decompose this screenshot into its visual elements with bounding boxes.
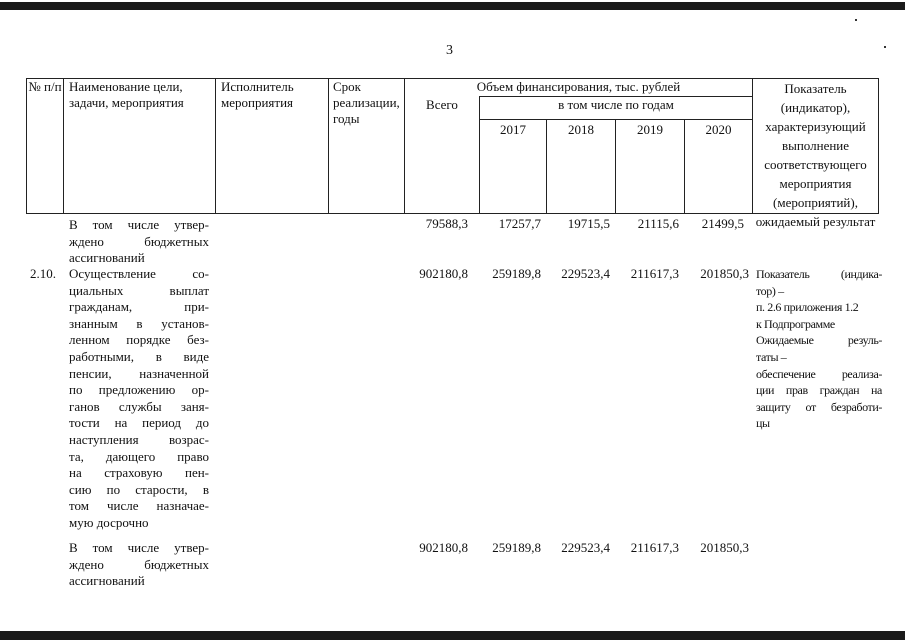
- cell-2018: 229523,4: [561, 540, 610, 555]
- cell-2017: 259189,8: [492, 540, 541, 555]
- header-total: Всего: [426, 97, 458, 112]
- cell-total: 79588,3: [425, 216, 468, 231]
- header-term: Срок реализации, годы: [333, 79, 400, 126]
- page-number: 3: [446, 43, 453, 58]
- row-name: Осуществление со- циальных выплат гражданам, при- знанным в установ- ленном порядке без- работными, в виде пенсии, назначенной по предложению ор- ганов службы заня- тости на период до наступления возрас- та, дающего право на страховую пен- сию по старости, в том числе назначае- мую досрочно: [69, 266, 209, 530]
- cell-2018: 229523,4: [561, 266, 610, 281]
- row-name: В том числе утвер- ждено бюджетных ассигнований: [69, 217, 209, 266]
- cell-2020: 21499,5: [701, 216, 744, 231]
- cell-2019: 211617,3: [630, 266, 679, 281]
- cell-2020: 201850,3: [700, 266, 749, 281]
- cell-total: 902180,8: [419, 266, 468, 281]
- header-name: Наименование цели, задачи, мероприятия: [69, 79, 184, 110]
- header-year-2017: 2017: [500, 122, 526, 137]
- cell-2017: 17257,7: [498, 216, 541, 231]
- row-name: В том числе утвер- ждено бюджетных ассигнований: [69, 540, 209, 589]
- row-number: 2.10.: [30, 266, 56, 281]
- cell-total: 902180,8: [419, 540, 468, 555]
- scan-speck: [855, 19, 857, 21]
- cell-2017: 259189,8: [492, 266, 541, 281]
- cell-2019: 21115,6: [637, 216, 679, 231]
- cell-indicator: Показатель (индика- тор) – п. 2.6 приложения 1.2 к Подпрограмме Ожидаемые резуль- таты – обеспечение реализа- ции прав граждан на защиту от безработи- цы: [756, 267, 882, 431]
- cell-2019: 211617,3: [630, 540, 679, 555]
- header-executor: Исполнитель мероприятия: [221, 79, 294, 110]
- cell-2020: 201850,3: [700, 540, 749, 555]
- header-indicator: Показатель (индикатор), характеризующий выполнение соответствующего мероприятия (мероприятий), ожидаемый результат: [755, 81, 876, 229]
- header-year-2018: 2018: [568, 122, 594, 137]
- scan-top-border: [0, 2, 905, 10]
- header-funding: Объем финансирования, тыс. рублей: [476, 79, 681, 94]
- header-no: № п/п: [28, 79, 62, 94]
- header-by-years: в том числе по годам: [558, 97, 674, 112]
- scan-bottom-border: [0, 631, 905, 640]
- cell-2018: 19715,5: [567, 216, 610, 231]
- header-year-2019: 2019: [637, 122, 663, 137]
- scan-speck: [884, 46, 886, 48]
- header-year-2020: 2020: [705, 122, 732, 137]
